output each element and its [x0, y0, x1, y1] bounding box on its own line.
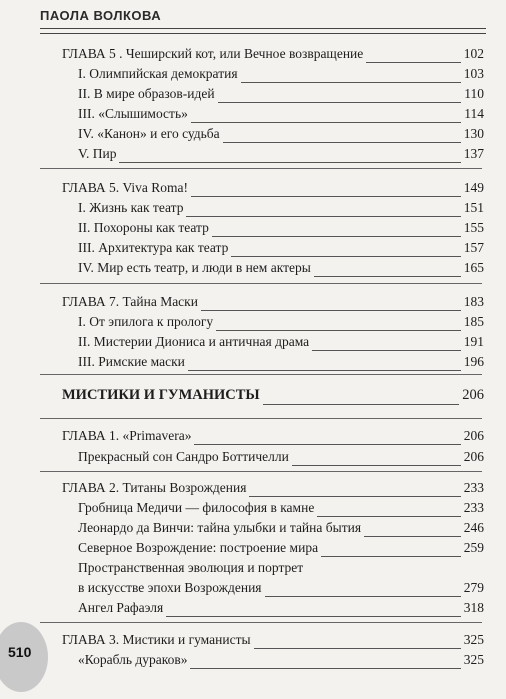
toc-title: II. Похороны как театр	[78, 218, 212, 238]
toc-title: Пространственная эволюция и портрет	[78, 558, 306, 578]
toc-chapter[interactable]	[0, 478, 506, 498]
page-number-tab	[0, 622, 48, 692]
toc-entry[interactable]	[0, 104, 506, 124]
toc-page: 196	[461, 352, 484, 372]
toc-title: III. Архитектура как театр	[78, 238, 231, 258]
toc-title: «Корабль дураков»	[78, 650, 190, 670]
toc-title: ГЛАВА 2. Титаны Возрождения	[62, 478, 249, 498]
toc-entry[interactable]	[0, 64, 506, 84]
toc-page: 151	[461, 198, 484, 218]
section-divider	[40, 471, 482, 472]
toc-title: IV. «Канон» и его судьба	[78, 124, 223, 144]
toc-page: 137	[461, 144, 484, 164]
toc-title: Прекрасный сон Сандро Боттичелли	[78, 447, 292, 467]
toc-chapter[interactable]	[0, 292, 506, 312]
toc-page: 149	[461, 178, 484, 198]
toc-title: Леонардо да Винчи: тайна улыбки и тайна бытия	[78, 518, 364, 538]
toc-chapter[interactable]	[0, 426, 506, 446]
toc-entry[interactable]	[0, 538, 506, 558]
toc-title: III. Римские маски	[78, 352, 188, 372]
toc-entry[interactable]	[0, 312, 506, 332]
toc-entry[interactable]	[0, 650, 506, 670]
toc-entry[interactable]	[0, 498, 506, 518]
toc-title: в искусстве эпохи Возрождения	[78, 578, 265, 598]
toc-entry[interactable]	[0, 218, 506, 238]
toc-page: 325	[461, 650, 484, 670]
toc-title: ГЛАВА 5 . Чеширский кот, или Вечное возвращение	[62, 44, 366, 64]
toc-title: II. В мире образов-идей	[78, 84, 218, 104]
running-header: ПАОЛА ВОЛКОВА	[40, 8, 162, 23]
toc-page: 102	[461, 44, 484, 64]
toc-page: 165	[461, 258, 484, 278]
toc-title: Северное Возрождение: построение мира	[78, 538, 321, 558]
section-divider	[40, 168, 482, 169]
section-divider	[40, 283, 482, 284]
toc-page: 206	[461, 426, 484, 446]
toc-entry[interactable]	[0, 84, 506, 104]
toc-chapter[interactable]	[0, 44, 506, 64]
toc-title: IV. Мир есть театр, и люди в нем актеры	[78, 258, 314, 278]
toc-page: 206	[461, 447, 484, 467]
toc-entry[interactable]	[0, 447, 506, 467]
header-rule	[40, 28, 486, 29]
toc-page: 157	[461, 238, 484, 258]
header-rule	[40, 33, 486, 34]
toc-entry[interactable]	[0, 258, 506, 278]
toc-entry[interactable]	[0, 238, 506, 258]
toc-page: 279	[461, 578, 484, 598]
page-number: 510	[8, 644, 32, 660]
section-divider	[40, 622, 482, 623]
toc-page: 155	[461, 218, 484, 238]
toc-page: 130	[461, 124, 484, 144]
toc-entry[interactable]	[0, 198, 506, 218]
section-divider	[40, 418, 482, 419]
toc-title: ГЛАВА 1. «Primavera»	[62, 426, 194, 446]
toc-entry[interactable]	[0, 332, 506, 352]
toc-page: 325	[461, 630, 484, 650]
toc-page: 110	[461, 84, 484, 104]
toc-entry[interactable]	[0, 558, 506, 578]
toc-chapter[interactable]	[0, 178, 506, 198]
toc-title: V. Пир	[78, 144, 119, 164]
toc-entry[interactable]	[0, 352, 506, 372]
toc-page: 114	[461, 104, 484, 124]
toc-page: 183	[461, 292, 484, 312]
toc-title: Ангел Рафаэля	[78, 598, 166, 618]
toc-page: 233	[461, 478, 484, 498]
section-divider	[40, 374, 482, 375]
toc-title: III. «Слышимость»	[78, 104, 191, 124]
toc-title: ГЛАВА 5. Viva Roma!	[62, 178, 191, 198]
toc-page: 318	[461, 598, 484, 618]
toc-page: 233	[461, 498, 484, 518]
toc-entry[interactable]	[0, 144, 506, 164]
toc-entry[interactable]	[0, 598, 506, 618]
toc-page: 206	[459, 384, 484, 406]
toc-entry[interactable]	[0, 124, 506, 144]
toc-title: I. Жизнь как театр	[78, 198, 186, 218]
toc-title: I. Олимпийская демократия	[78, 64, 241, 84]
toc-title: II. Мистерии Диониса и античная драма	[78, 332, 312, 352]
toc-title: ГЛАВА 3. Мистики и гуманисты	[62, 630, 254, 650]
toc-title: Гробница Медичи — философия в камне	[78, 498, 317, 518]
toc-entry[interactable]	[0, 518, 506, 538]
toc-title: ГЛАВА 7. Тайна Маски	[62, 292, 201, 312]
leader-line	[78, 162, 484, 163]
toc-chapter[interactable]	[0, 630, 506, 650]
toc-page: 185	[461, 312, 484, 332]
toc-entry[interactable]	[0, 578, 506, 598]
toc-page: 259	[461, 538, 484, 558]
toc-part-heading[interactable]	[0, 384, 506, 406]
toc-page: 103	[461, 64, 484, 84]
toc-page: 246	[461, 518, 484, 538]
toc-page: 191	[461, 332, 484, 352]
toc-title: I. От эпилога к прологу	[78, 312, 216, 332]
toc-title: МИСТИКИ И ГУМАНИСТЫ	[62, 384, 263, 406]
